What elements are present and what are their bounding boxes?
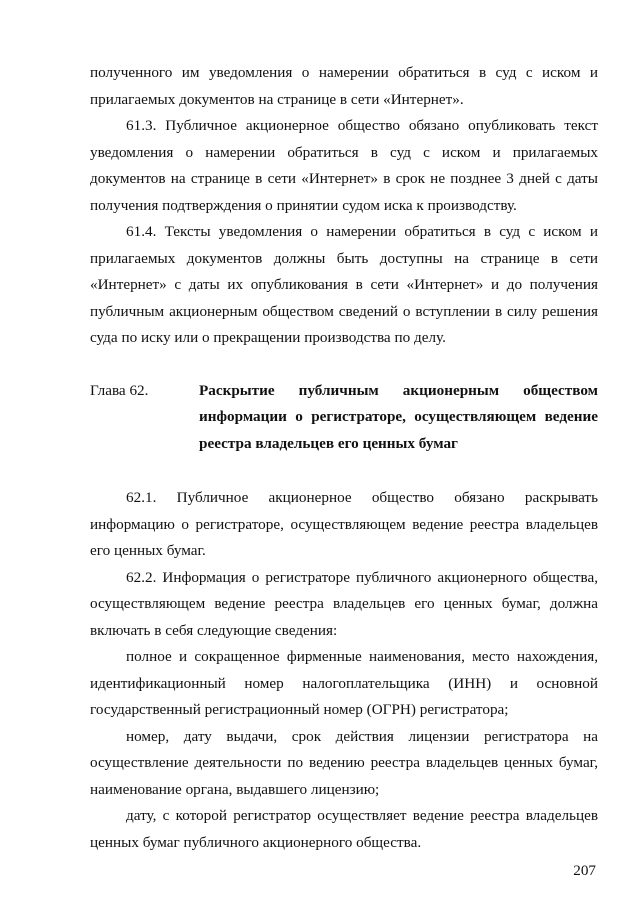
paragraph-61-3: 61.3. Публичное акционерное общество обязано опубликовать текст уведомления о намерении обратиться в суд с иском и прилагаемых документов на странице в сети «Интернет» в срок не позднее 3 дней с даты получения подтверждения о принятии судом иска к производству. <box>90 117 598 214</box>
list-item-license: номер, дату выдачи, срок действия лицензии регистратора на осуществление деятельности по ведению реестра владельцев ценных бумаг, наименование органа, выдавшего лицензию; <box>90 727 598 798</box>
paragraph-61-4: 61.4. Тексты уведомления о намерении обратиться в суд с иском и прилагаемых документов должны быть доступны на странице в сети «Интернет» с даты их опубликования в сети «Интернет» и до получения публичным акционерным обществом сведений о вступлении в силу решения суда по иску или о прекращении производства по делу. <box>90 223 598 346</box>
page-content <box>90 60 598 856</box>
chapter-title: Раскрытие публичным акционерным обществом информации о регистраторе, осуществляющем ведение реестра владельцев его ценных бумаг <box>199 381 598 452</box>
chapter-label: Глава 62. <box>90 381 149 399</box>
list-item-date: дату, с которой регистратор осуществляет ведение реестра владельцев ценных бумаг публичного акционерного общества. <box>90 807 598 851</box>
paragraph-62-1: 62.1. Публичное акционерное общество обязано раскрывать информацию о регистраторе, осуществляющем ведение реестра владельцев его ценных бумаг. <box>90 489 598 559</box>
paragraph-continuation: полученного им уведомления о намерении обратиться в суд с иском и прилагаемых документов на странице в сети «Интернет». <box>90 64 598 108</box>
chapter-heading <box>90 378 598 458</box>
paragraph-62-2: 62.2. Информация о регистраторе публичного акционерного общества, осуществляющем ведение реестра владельцев его ценных бумаг, должна включать в себя следующие сведения: <box>90 568 598 639</box>
page-number: 207 <box>573 862 596 879</box>
list-item-names: полное и сокращенное фирменные наименования, место нахождения, идентификационный номер налогоплательщика (ИНН) и основной государственный регистрационный номер (ОГРН) регистратора; <box>90 648 598 718</box>
